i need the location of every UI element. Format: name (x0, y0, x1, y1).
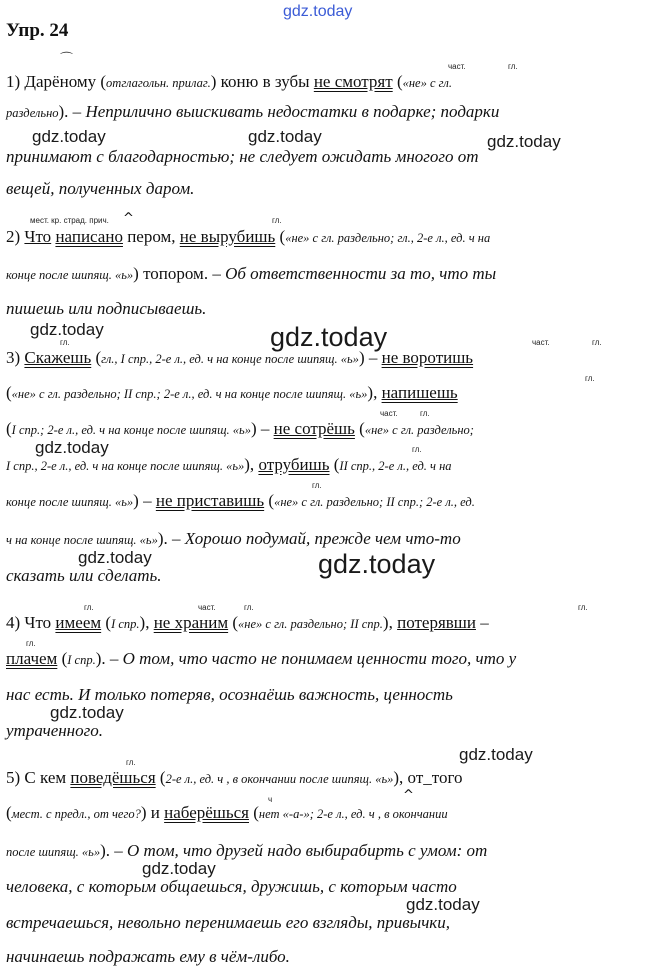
predicate: поведёшься (70, 768, 156, 787)
grammar-note: после шипящ. «ь» (6, 845, 101, 859)
text: ( (264, 491, 275, 510)
watermark: gdz.today (270, 322, 388, 352)
predicate: напишешь (381, 383, 458, 402)
text: ( (249, 803, 259, 822)
text: ) – (358, 348, 382, 367)
text: – (475, 613, 489, 632)
text: ( (155, 768, 166, 787)
grammar-note: I спр. (67, 653, 96, 667)
s1-line-4: вещей, полученных даром. (6, 179, 195, 198)
s3-line-6 (6, 528, 461, 551)
grammar-note: конце после шипящ. «ь» (6, 268, 134, 282)
predicate: не храним (153, 613, 229, 632)
text: ( (275, 227, 286, 246)
text: 3) (6, 348, 25, 367)
suffix-mark: ^ (123, 211, 134, 226)
s5-line-3 (6, 840, 487, 863)
text: ( (6, 419, 12, 438)
text: ( (6, 383, 12, 402)
grammar-note: мест. с предл., от чего? (11, 807, 141, 821)
predicate: не вырубишь (179, 227, 276, 246)
s3-line-5 (6, 490, 475, 513)
text: ), (367, 383, 382, 402)
text: 2) (6, 227, 25, 246)
grammar-note: «не» с гл. раздельно; II спр. (238, 617, 383, 631)
grammar-mark-particle: част. (198, 603, 216, 612)
text: ( (228, 613, 239, 632)
text: ) коню в зубы (210, 72, 314, 91)
grammar-mark-particle: част. (532, 338, 550, 347)
grammar-note: 2-е л., ед. ч , в окончании после шипящ. «ь» (165, 772, 394, 786)
predicate: не воротишь (381, 348, 474, 367)
grammar-mark-verb: гл. (578, 603, 588, 612)
s2-line-3: пишешь или подписываешь. (6, 299, 207, 318)
grammar-note: ч на конце после шипящ. «ь» (6, 533, 158, 547)
grammar-note: нет «-а-»; 2-е л., ед. ч , в окончании (258, 807, 448, 821)
text: ( (91, 348, 102, 367)
watermark: gdz.today (35, 438, 109, 457)
text: ) топором. – (133, 264, 226, 283)
grammar-note: II спр., 2-е л., ед. ч на (339, 459, 452, 473)
s5-line-6: начинаешь подражать ему в чём-либо. (6, 947, 290, 966)
watermark: gdz.today (50, 703, 124, 722)
watermark: gdz.today (142, 859, 216, 878)
s4-line-1 (6, 612, 489, 635)
grammar-note: отглагольн. прилаг. (106, 76, 211, 90)
watermark: gdz.today (283, 3, 353, 20)
adverbial: потерявши (397, 613, 476, 632)
watermark: gdz.today (78, 548, 152, 567)
text: ( (101, 613, 112, 632)
predicate: не смотрят (313, 72, 393, 91)
predicate: отрубишь (258, 455, 330, 474)
grammar-note: «не» с гл. (402, 76, 452, 90)
grammar-mark-verb: гл. (585, 374, 595, 383)
grammar-mark-verb: гл. (84, 603, 94, 612)
grammar-mark-ch: ч (268, 795, 273, 804)
grammar-mark-verb: гл. (312, 481, 322, 490)
grammar-mark-verb: гл. (244, 603, 254, 612)
predicate: плачем (6, 649, 58, 668)
explanation: О том, что часто не понимаем ценности того, что у (122, 649, 517, 668)
grammar-note: «не» с гл. раздельно; (364, 423, 474, 437)
predicate: не приставишь (155, 491, 265, 510)
watermark: gdz.today (32, 127, 106, 146)
s2-line-2 (6, 263, 496, 286)
s3-line-7: сказать или сделать. (6, 566, 162, 585)
text: ( (329, 455, 340, 474)
predicate: имеем (55, 613, 102, 632)
s3-line-2 (6, 382, 458, 405)
grammar-mark-particle: част. (448, 62, 466, 71)
watermark: gdz.today (487, 132, 561, 151)
grammar-mark-verb: гл. (272, 216, 282, 225)
explanation: Неприлично выискивать недостатки в подарке; подарки (85, 102, 500, 121)
grammar-mark-verb: гл. (26, 639, 36, 648)
s2-line-1 (6, 226, 490, 249)
exercise-title: Упр. 24 (6, 20, 69, 41)
predicate: наберёшься (164, 803, 249, 822)
grammar-mark-verb: гл. (592, 338, 602, 347)
root-arc-mark: ⌒ (60, 52, 74, 67)
explanation: Об ответственности за то, что ты (225, 264, 497, 283)
text: ), (244, 455, 259, 474)
explanation: Хорошо подумай, прежде чем что-то (184, 529, 461, 548)
suffix-mark: ^ (403, 788, 414, 803)
s4-line-3: нас есть. И только потеряв, осознаёшь важность, ценность (6, 685, 453, 704)
text: ( (6, 803, 12, 822)
grammar-note: раздельно (6, 106, 59, 120)
text: ). – (100, 841, 128, 860)
grammar-mark-verb: гл. (60, 338, 70, 347)
text: 4) Что (6, 613, 56, 632)
s3-line-3 (6, 418, 474, 441)
grammar-note: гл., I спр., 2-е л., ед. ч на конце после шипящ. «ь» (101, 352, 359, 366)
grammar-mark-verb: гл. (508, 62, 518, 71)
grammar-note: I спр.; 2-е л., ед. ч на конце после шипящ. «ь» (11, 423, 251, 437)
text: ). – (58, 102, 86, 121)
s1-line-1 (6, 71, 452, 94)
text: 5) С кем (6, 768, 71, 787)
s4-line-4: утраченного. (6, 721, 104, 740)
text: 1) Дарёному ( (6, 72, 107, 91)
grammar-note: «не» с гл. раздельно; II спр.; 2-е л., ед. ч на конце после шипящ. «ь» (11, 387, 368, 401)
s5-line-5: встречаешься, невольно перенимаешь его взгляды, привычки, (6, 913, 451, 932)
predicate: не сотрёшь (273, 419, 355, 438)
watermark: gdz.today (248, 127, 322, 146)
text: ) – (250, 419, 274, 438)
grammar-note: I спр. (111, 617, 140, 631)
grammar-note: «не» с гл. раздельно; II спр.; 2-е л., ед. (274, 495, 475, 509)
text: ). – (95, 649, 123, 668)
watermark: gdz.today (406, 895, 480, 914)
grammar-note: I спр., 2-е л., ед. ч на конце после шипящ. «ь» (6, 459, 245, 473)
predicate: написано (55, 227, 123, 246)
s5-line-1 (6, 767, 463, 790)
text: ( (354, 419, 365, 438)
predicate: Скажешь (24, 348, 92, 367)
grammar-note: конце после шипящ. «ь» (6, 495, 134, 509)
explanation: О том, что друзей надо выбирабирть с умом: от (127, 841, 488, 860)
watermark: gdz.today (30, 320, 104, 339)
grammar-mark-particle: част. (380, 409, 398, 418)
s1-line-2 (6, 101, 499, 124)
s1-line-3: принимают с благодарностью; не следует ожидать многого от (6, 147, 479, 166)
grammar-mark-participle: мест. кр. страд. прич. (30, 216, 109, 225)
s5-line-4: человека, с которым общаешься, дружишь, с которым часто (6, 877, 457, 896)
grammar-mark-verb: гл. (412, 445, 422, 454)
s5-line-2 (6, 802, 448, 825)
s3-line-4 (6, 454, 452, 477)
text: пером, (122, 227, 180, 246)
text: ), (382, 613, 398, 632)
grammar-note: «не» с гл. раздельно; гл., 2-е л., ед. ч на (285, 231, 491, 245)
text: ( (392, 72, 403, 91)
s3-line-1 (6, 347, 473, 370)
text: ). – (157, 529, 185, 548)
text: ( (57, 649, 68, 668)
grammar-mark-verb: гл. (420, 409, 430, 418)
s4-line-2 (6, 648, 516, 671)
watermark: gdz.today (459, 745, 533, 764)
watermark: gdz.today (318, 549, 436, 579)
subject: Что (24, 227, 52, 246)
grammar-mark-verb: гл. (126, 758, 136, 767)
text: ) и (140, 803, 165, 822)
text: ), от_того (393, 768, 463, 787)
text: ) – (133, 491, 156, 510)
text: ), (139, 613, 154, 632)
